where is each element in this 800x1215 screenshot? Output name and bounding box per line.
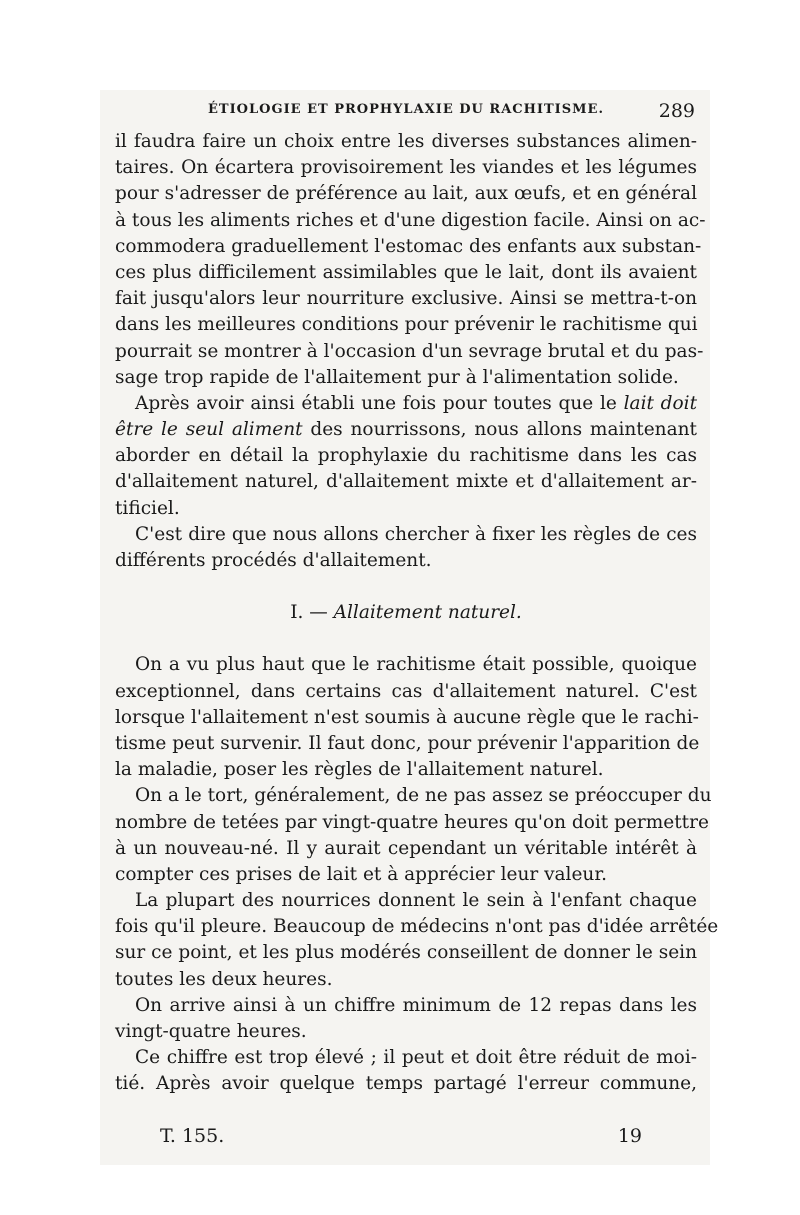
text-line <box>115 417 697 443</box>
emphasis-text: être le seul aliment <box>115 419 303 441</box>
text-line: d'allaitement naturel, d'allaitement mixte et d'allaitement ar- <box>115 471 697 493</box>
text-line: On a vu plus haut que le rachitisme était possible, quoique <box>135 654 697 676</box>
spacer <box>115 574 697 600</box>
text-line: la maladie, poser les règles de l'allaitement naturel. <box>115 759 604 781</box>
text-line: fois qu'il pleure. Beaucoup de médecins n'ont pas d'idée arrêtée <box>115 916 719 938</box>
text-segment: Après avoir ainsi établi une fois pour toutes que le <box>135 392 617 414</box>
printer-signature: T. 155. <box>160 1125 225 1147</box>
text-line: à tous les aliments riches et d'une digestion facile. Ainsi on ac- <box>115 209 706 231</box>
text-segment: des nourrissons, nous allons maintenant <box>310 419 697 441</box>
text-line: On a le tort, généralement, de ne pas assez se préoccuper du <box>135 785 712 807</box>
text-line: On arrive ainsi à un chiffre minimum de 12 repas dans les <box>135 994 697 1016</box>
running-head <box>115 100 697 126</box>
text-line: commodera graduellement l'estomac des enfants aux substan- <box>115 235 702 257</box>
text-line: différents procédés d'allaitement. <box>115 550 432 571</box>
text-line: toutes les deux heures. <box>115 968 333 990</box>
page-footer <box>115 1125 697 1153</box>
text-line: La plupart des nourrices donnent le sein à l'enfant chaque <box>135 890 697 912</box>
section-heading <box>115 600 697 626</box>
text-line: il faudra faire un choix entre les diverses substances alimen- <box>115 131 697 152</box>
text-line: compter ces prises de lait et à apprécier leur valeur. <box>115 863 608 885</box>
text-line: nombre de tetées par vingt-quatre heures qu'on doit permettre <box>115 811 709 833</box>
section-number: I. — <box>290 602 328 624</box>
text-line: Ce chiffre est trop élevé ; il peut et doit être réduit de moi- <box>135 1047 697 1069</box>
text-line: pourrait se montrer à l'occasion d'un sevrage brutal et du pas- <box>115 340 704 362</box>
text-line: taires. On écartera provisoirement les viandes et les légumes <box>115 157 697 179</box>
text-line: dans les meilleures conditions pour prévenir le rachitisme qui <box>115 314 698 336</box>
sheet-number: 19 <box>617 1125 642 1147</box>
emphasis-text: lait doit <box>623 392 698 414</box>
text-line: ces plus difficilement assimilables que le lait, dont ils avaient <box>115 261 697 283</box>
text-line: fait jusqu'alors leur nourriture exclusive. Ainsi se mettra-t-on <box>115 288 697 310</box>
page-number: 289 <box>658 100 695 122</box>
text-line: lorsque l'allaitement n'est soumis à aucune règle que le rachi- <box>115 706 699 728</box>
text-line: tisme peut survenir. Il faut donc, pour prévenir l'apparition de <box>115 732 700 754</box>
text-line: à un nouveau-né. Il y aurait cependant un véritable intérêt à <box>115 837 697 859</box>
running-title: ÉTIOLOGIE ET PROPHYLAXIE DU RACHITISME. <box>208 102 604 117</box>
text-line: C'est dire que nous allons chercher à fixer les règles de ces <box>135 523 697 545</box>
text-line: tificiel. <box>115 497 180 519</box>
text-line: tié. Après avoir quelque temps partagé l'erreur commune, <box>115 1073 697 1095</box>
page-body <box>115 129 719 1098</box>
text-line: aborder en détail la prophylaxie du rachitisme dans les cas <box>115 445 697 467</box>
section-title: Allaitement naturel. <box>333 602 522 624</box>
text-line: vingt-quatre heures. <box>115 1021 307 1042</box>
text-line: sage trop rapide de l'allaitement pur à l'alimentation solide. <box>115 366 679 388</box>
text-line: pour s'adresser de préférence au lait, aux œufs, et en général <box>115 183 697 205</box>
spacer <box>115 626 697 652</box>
text-line <box>115 391 697 417</box>
text-line: exceptionnel, dans certains cas d'allaitement naturel. C'est <box>115 680 697 702</box>
text-line: sur ce point, et les plus modérés conseillent de donner le sein <box>115 942 697 964</box>
